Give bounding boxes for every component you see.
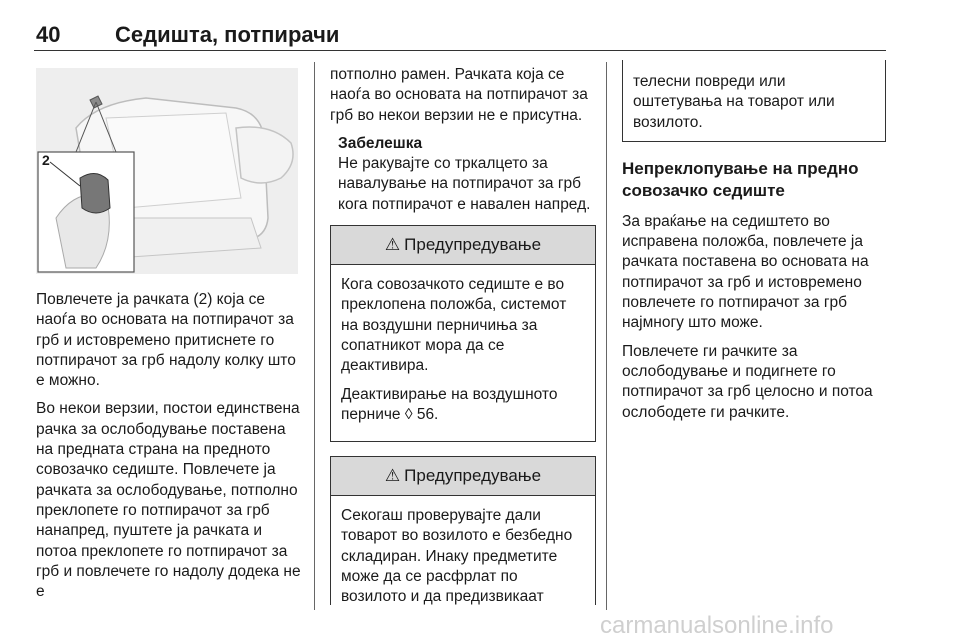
watermark: carmanualsonline.info xyxy=(600,612,834,639)
column-1 xyxy=(36,290,302,610)
callout-number: 2 xyxy=(42,152,50,168)
seat-illustration-svg xyxy=(36,68,298,274)
warning-header xyxy=(331,226,595,265)
warning-icon: ⚠ xyxy=(384,466,401,485)
warning-header xyxy=(331,457,595,496)
column-3 xyxy=(622,60,886,431)
warning-body xyxy=(331,265,595,441)
warning-text: Секогаш проверувајте дали товарот во возилото е безбедно складиран. Инаку предметите може да се расфрлат по возилото и да предизвикаат xyxy=(341,507,573,606)
paragraph: За враќање на седиштето во исправена положба, повлечете ја рачката поставена во основата на потпирачот за грб и истовремено повлечете го потпирачот за грб најмногу што може. xyxy=(622,212,869,332)
warning-icon: ⚠ xyxy=(384,234,401,254)
note-text: Не ракувајте со тркалцето за навалување на потпирачот за грб кога потпирачот е навален напред. xyxy=(338,155,591,213)
paragraph: Во некои верзии, постои единствена рачка за ослободување поставена на предната страна на предното совозачко седиште. Повлечете ја рачката за ослободување, потполно преклопете го потпирачот за грб нанапред, пуштете ја рачката и потоа преклопете го потпирачот за грб и повлечете го надолу додека не е xyxy=(36,400,301,601)
header-divider xyxy=(34,50,886,51)
seat-lever-illustration xyxy=(36,68,298,274)
warning-continuation xyxy=(622,60,886,142)
warning-title: Предупредување xyxy=(404,234,542,254)
warning-box xyxy=(330,225,596,442)
section-heading: Непреклопување на предно совозачко седиште xyxy=(622,158,859,200)
warning-body xyxy=(331,496,595,623)
paragraph: потполно рамен. Рачката која се наоѓа во основата на потпирачот за грб во некои верзии не е присутна. xyxy=(330,66,588,124)
warning-title: Предупредување xyxy=(404,466,542,485)
paragraph: Повлечете ги рачките за ослободување и подигнете го потпирачот за грб целосно и потоа ослободете ги рачките. xyxy=(622,342,873,421)
page-title: Седишта, потпирачи xyxy=(115,22,340,47)
column-2 xyxy=(330,65,596,605)
paragraph: Повлечете ја рачката (2) која се наоѓа во основата на потпирачот за грб и истовремено притиснете го потпирачот за грб надолу колку што е можно. xyxy=(36,291,296,390)
page-number: 40 xyxy=(36,22,61,47)
warning-box xyxy=(330,456,596,605)
column-divider-1 xyxy=(314,62,315,610)
note-title: Забелешка xyxy=(338,134,423,152)
warning-text: Кога совозачкото седиште е во преклопена положба, системот на воздушни перничиња за сопатникот мора да се деактивира. xyxy=(341,276,567,375)
warning-text: телесни повреди или оштетувања на товарот или возилото. xyxy=(633,73,835,131)
warning-text: Деактивирање на воздушното перниче ◊ 56. xyxy=(341,385,558,423)
column-divider-2 xyxy=(606,62,607,610)
